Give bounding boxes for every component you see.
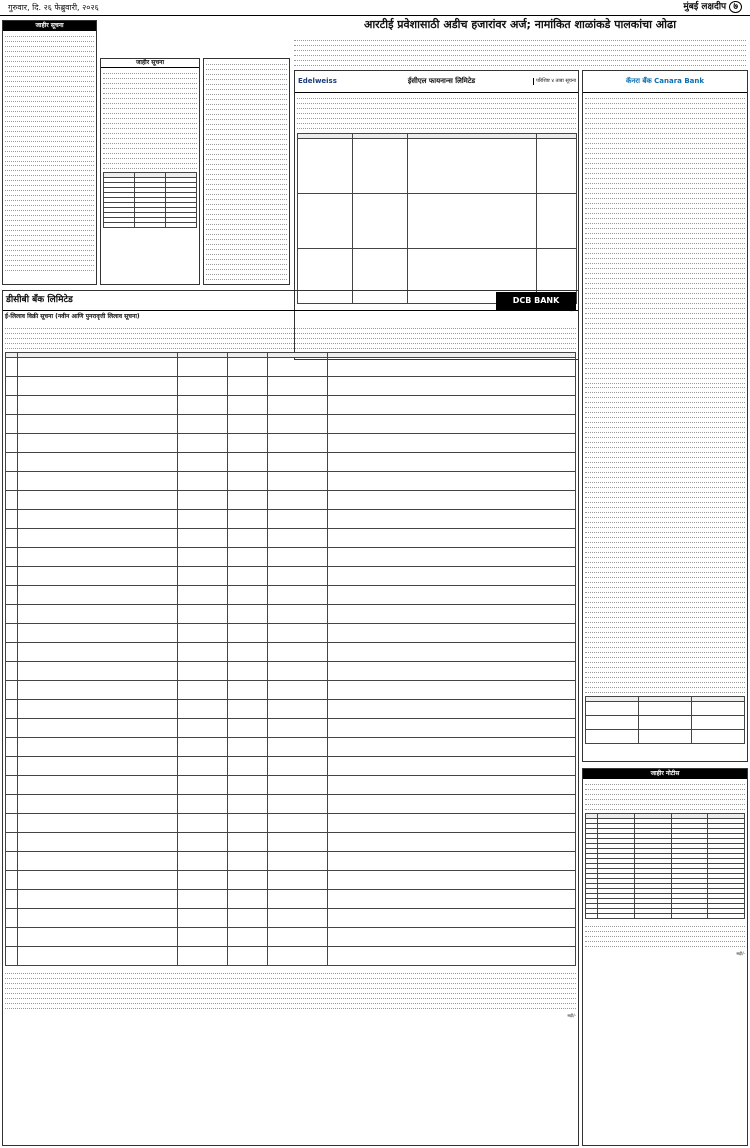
table-row (6, 605, 576, 624)
dcb-table (5, 352, 576, 966)
dcb-notice (2, 290, 579, 1146)
table-row (6, 776, 576, 795)
table-row (6, 415, 576, 434)
jahir-notice (582, 768, 748, 1146)
table-row (6, 757, 576, 776)
issue-date: गुरुवार, दि. २६ फेब्रुवारी, २०२६ (8, 3, 99, 12)
dcb-title: डीसीबी बँक लिमिटेड (6, 294, 73, 305)
table-row (6, 586, 576, 605)
notice-left-top (2, 20, 97, 285)
dcb-header (3, 291, 578, 311)
notice-text-lines (583, 920, 747, 949)
edelweiss-table (297, 133, 577, 304)
table-row (6, 453, 576, 472)
canara-logo: कॅनरा बँक Canara Bank (625, 77, 705, 86)
table-row (6, 852, 576, 871)
article-body (294, 37, 746, 65)
canara-header (583, 71, 747, 93)
table-row (6, 567, 576, 586)
edelweiss-tag: परिशिष्ट ४ ताबा सूचना (533, 78, 578, 84)
table-row (6, 358, 576, 377)
notice-text-lines (101, 68, 199, 172)
table-row (6, 624, 576, 643)
dcb-logo: DCB BANK (496, 292, 576, 310)
edelweiss-title: ईसीएल फायनान्स लिमिटेड (407, 77, 476, 86)
table-row (6, 510, 576, 529)
table-row (6, 871, 576, 890)
page-header (0, 0, 750, 16)
table-row (6, 719, 576, 738)
notice-second (100, 58, 200, 285)
notice-title: जाहीर सूचना (101, 59, 199, 68)
notice-text-lines (583, 93, 747, 695)
notice-title: जाहीर नोटीस (583, 769, 747, 779)
table-row (6, 662, 576, 681)
table-row (6, 909, 576, 928)
jahir-table (585, 813, 745, 919)
main-headline: आरटीई प्रवेशासाठी अडीच हजारांवर अर्ज; नामांकित शाळांकडे पालकांचा ओढा (363, 18, 677, 31)
notice-third (203, 58, 290, 285)
notice-text-lines (583, 779, 747, 813)
table-row (6, 529, 576, 548)
notice-title: जाहीर सूचना (3, 21, 96, 31)
notice-text-lines (204, 59, 289, 282)
canara-table (585, 696, 745, 744)
table-row (6, 472, 576, 491)
notice-text-lines (3, 31, 96, 274)
canara-notice (582, 70, 748, 762)
edelweiss-header (295, 71, 578, 93)
table-row (6, 814, 576, 833)
notice-text-lines (3, 323, 578, 352)
table-row (6, 491, 576, 510)
dcb-subtitle: ई-लिलाव विक्री सूचना (नवीन आणि पुनरावृत्ती लिलाव सूचना) (5, 313, 140, 320)
table-row (6, 681, 576, 700)
table-row (6, 434, 576, 453)
table-row (6, 700, 576, 719)
signature: सही/- (567, 1013, 576, 1019)
notice-table (103, 172, 197, 228)
table-row (6, 947, 576, 966)
table-row (6, 795, 576, 814)
signature: सही/- (736, 951, 745, 957)
table-row (6, 928, 576, 947)
edition-name: मुंबई लक्षदीप ७ (683, 2, 742, 13)
table-row (6, 377, 576, 396)
edelweiss-logo: Edelweiss (298, 77, 337, 86)
notice-text-lines (295, 93, 578, 132)
table-row (6, 833, 576, 852)
notice-text-lines (3, 967, 578, 1011)
table-row (6, 396, 576, 415)
table-row (6, 548, 576, 567)
table-row (6, 738, 576, 757)
table-row (6, 890, 576, 909)
table-row (6, 643, 576, 662)
